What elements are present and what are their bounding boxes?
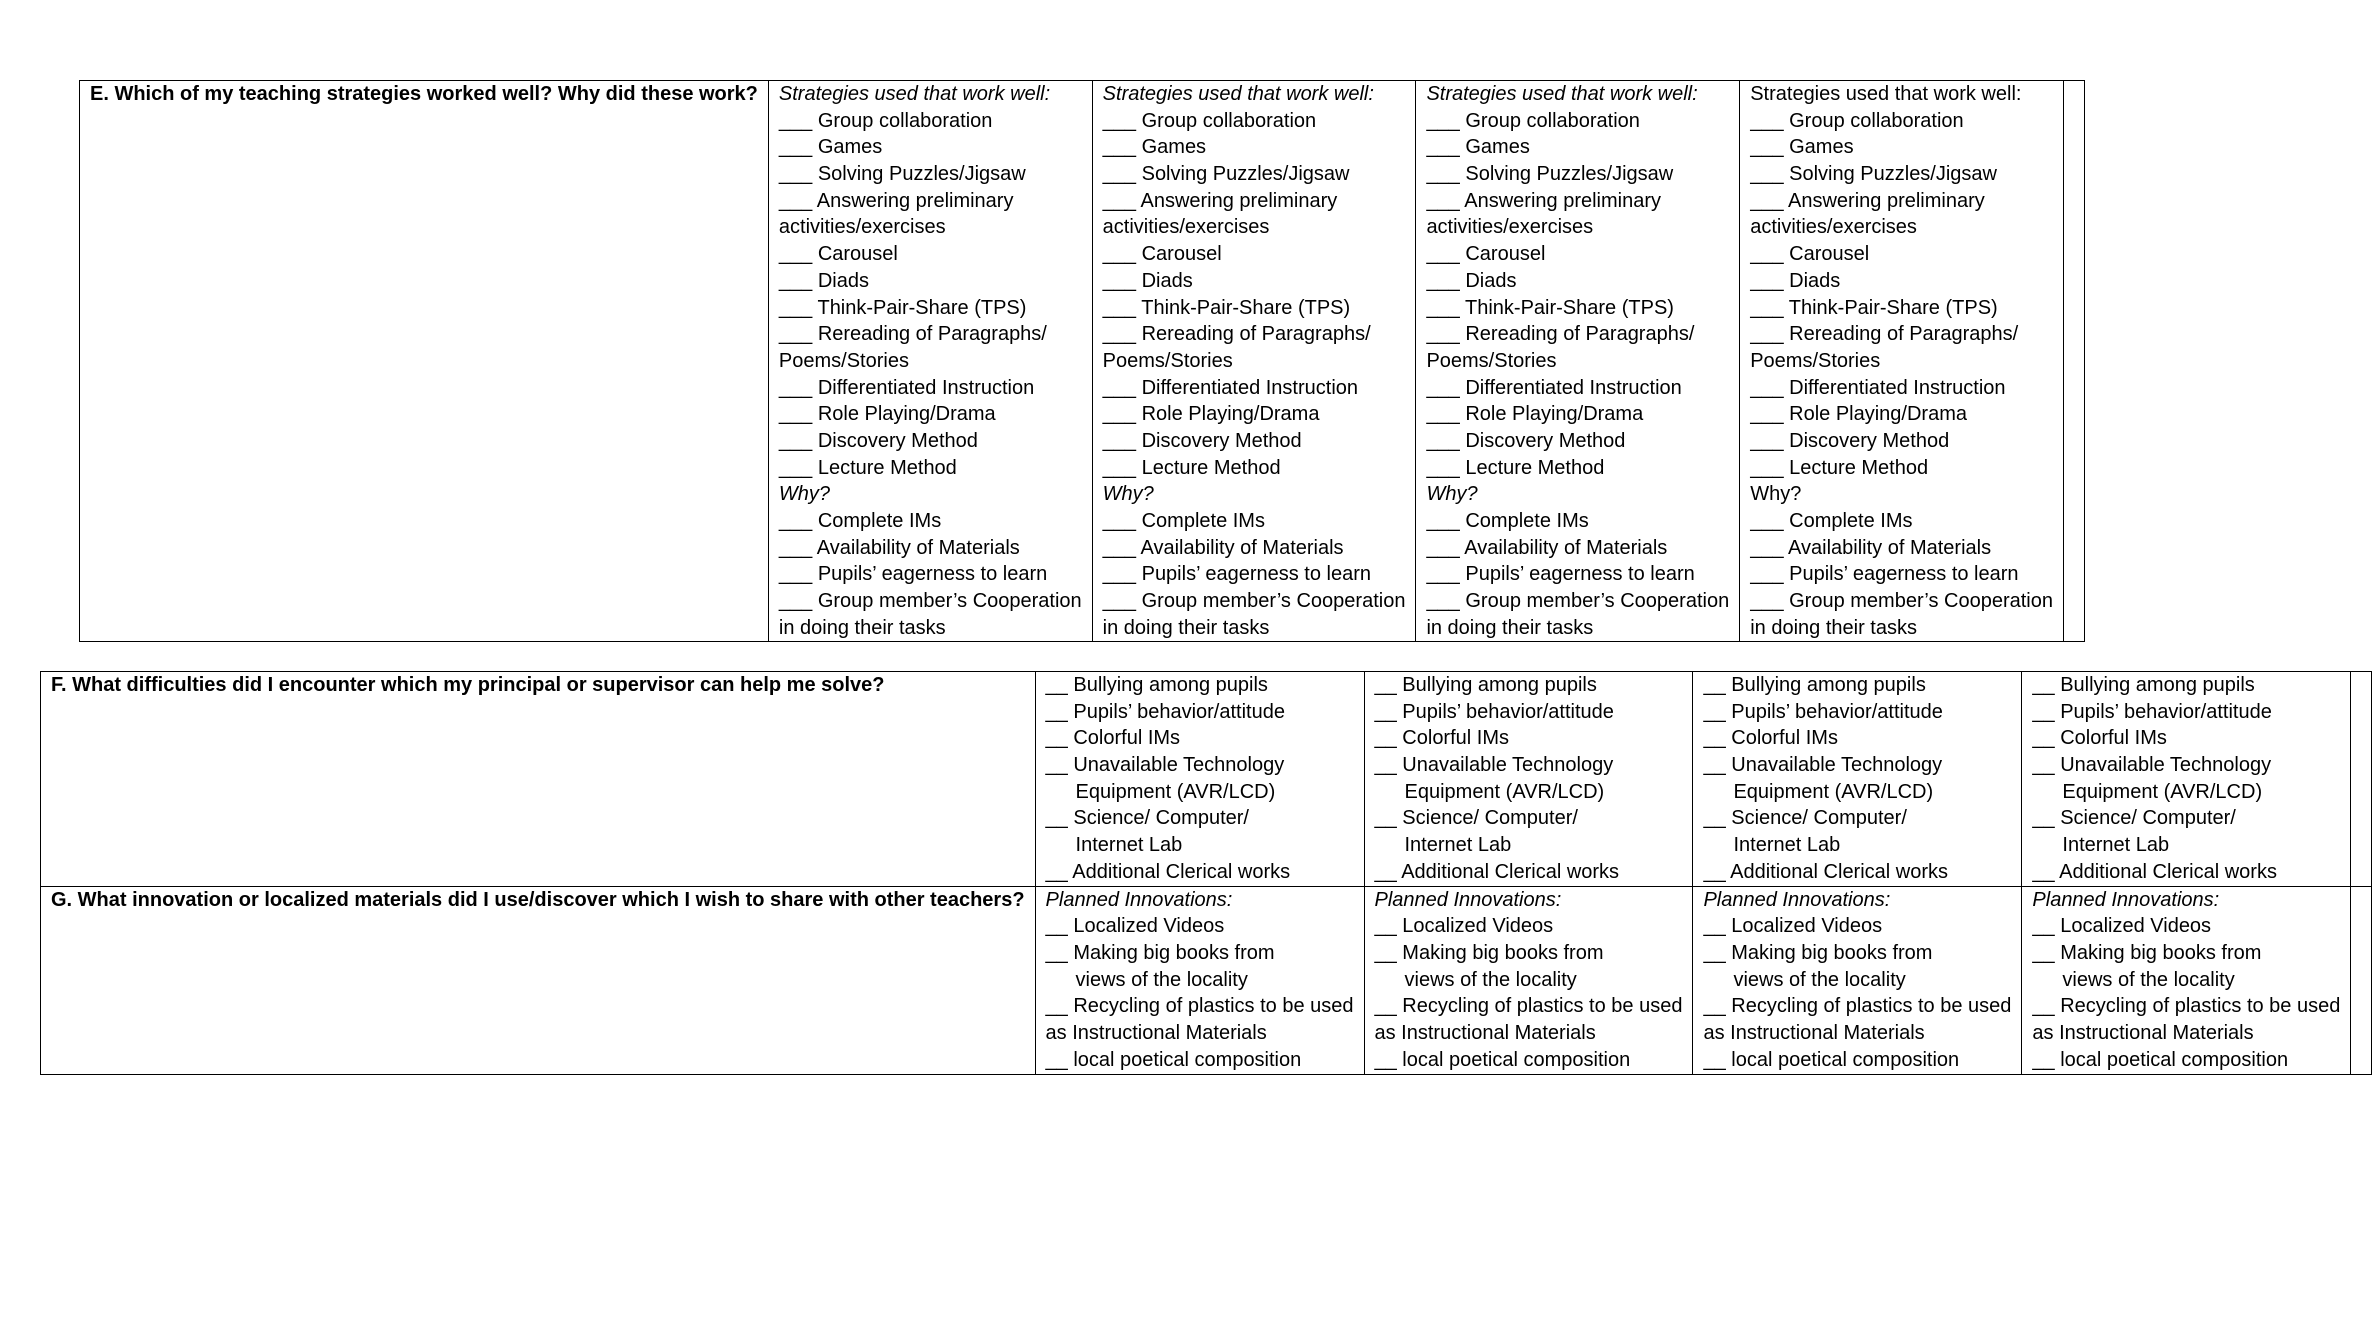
strategy-item: ___ Diads	[1426, 269, 1517, 292]
strategy-item: ___ Discovery Method	[1102, 429, 1302, 452]
section-e-day-3	[1416, 81, 1740, 642]
strategy-item: ___ Role Playing/Drama	[1426, 403, 1644, 426]
why-heading: Why?	[778, 483, 831, 506]
reason-item: ___ Complete IMs	[1102, 510, 1265, 532]
reason-item: in doing their tasks	[1102, 616, 1270, 639]
strategy-item: ___ Carousel	[1750, 243, 1870, 266]
strategy-item: ___ Group collaboration	[1426, 109, 1640, 132]
strategy-item: activities/exercises	[1102, 216, 1270, 239]
section-e-day-1	[768, 81, 1092, 642]
reason-item: ___ Availability of Materials	[1426, 536, 1668, 559]
difficulty-item: __ Colorful IMs	[1374, 727, 1509, 750]
innovation-item: views of the locality	[1404, 968, 1577, 991]
strategy-item: ___ Solving Puzzles/Jigsaw	[1102, 163, 1350, 186]
innovation-item: __ Making big books from	[1703, 941, 1933, 964]
strategy-item: ___ Diads	[1102, 269, 1193, 292]
innovation-item: views of the locality	[1075, 968, 1248, 991]
difficulty-item: __ Bullying among pupils	[2032, 674, 2255, 696]
reason-item: ___ Pupils’ eagerness to learn	[1102, 563, 1371, 586]
strategy-item: ___ Discovery Method	[1426, 429, 1626, 452]
difficulty-item: __ Colorful IMs	[1703, 727, 1838, 750]
strategy-item: Poems/Stories	[1426, 349, 1557, 372]
strategy-item: ___ Lecture Method	[1102, 456, 1281, 479]
difficulty-item: __ Unavailable Technology	[1045, 754, 1285, 777]
strategy-item: activities/exercises	[778, 216, 946, 239]
difficulty-item: __ Pupils’ behavior/attitude	[2032, 700, 2272, 723]
strategies-heading: Strategies used that work well:	[778, 83, 1051, 105]
reason-item: ___ Complete IMs	[778, 510, 942, 532]
innovation-item: __ Localized Videos	[1045, 915, 1225, 938]
strategy-item: ___ Solving Puzzles/Jigsaw	[1426, 163, 1674, 186]
innovation-item: __ local poetical composition	[2032, 1048, 2289, 1071]
strategy-item: ___ Rereading of Paragraphs/	[778, 323, 1047, 346]
strategy-item: ___ Answering preliminary	[778, 189, 1014, 212]
strategy-item: ___ Games	[778, 136, 883, 159]
strategy-item: ___ Think-Pair-Share (TPS)	[1102, 296, 1351, 319]
strategy-item: activities/exercises	[1426, 216, 1594, 239]
reason-item: ___ Group member’s Cooperation	[1750, 590, 2053, 613]
strategies-heading: Strategies used that work well:	[1102, 83, 1374, 105]
difficulty-item: __ Unavailable Technology	[2032, 754, 2272, 777]
section-f-day-1	[1035, 672, 1364, 887]
section-e-day-2	[1092, 81, 1416, 642]
strategy-item: ___ Rereading of Paragraphs/	[1426, 323, 1695, 346]
innovation-item: __ Recycling of plastics to be used	[1045, 995, 1354, 1018]
strategy-item: ___ Answering preliminary	[1426, 189, 1661, 212]
reason-item: ___ Complete IMs	[1750, 510, 1913, 532]
strategy-item: ___ Lecture Method	[1426, 456, 1605, 479]
strategy-item: ___ Think-Pair-Share (TPS)	[1750, 296, 1998, 319]
reason-item: ___ Availability of Materials	[1750, 536, 1992, 559]
difficulty-item: Internet Lab	[1075, 834, 1183, 857]
innovation-item: __ local poetical composition	[1374, 1048, 1631, 1071]
innovation-item: __ Recycling of plastics to be used	[1703, 995, 2012, 1018]
difficulty-item: __ Unavailable Technology	[1374, 754, 1614, 777]
strategy-item: ___ Think-Pair-Share (TPS)	[778, 296, 1027, 319]
difficulty-item: __ Science/ Computer/	[1374, 807, 1578, 830]
innovation-item: views of the locality	[1733, 968, 1906, 991]
innovations-heading: Planned Innovations:	[1374, 888, 1562, 911]
reason-item: ___ Availability of Materials	[1102, 536, 1344, 559]
strategy-item: ___ Games	[1750, 136, 1854, 159]
strategy-item: ___ Role Playing/Drama	[778, 403, 996, 426]
reason-item: ___ Pupils’ eagerness to learn	[1750, 563, 2019, 586]
innovations-heading: Planned Innovations:	[1045, 888, 1233, 911]
difficulty-item: __ Science/ Computer/	[1703, 807, 1907, 830]
reason-item: ___ Group member’s Cooperation	[1426, 590, 1730, 613]
difficulty-item: __ Colorful IMs	[2032, 727, 2167, 750]
difficulty-item: __ Pupils’ behavior/attitude	[1703, 700, 1943, 723]
reason-item: in doing their tasks	[778, 616, 946, 639]
strategy-item: ___ Think-Pair-Share (TPS)	[1426, 296, 1674, 319]
strategy-item: ___ Carousel	[778, 243, 898, 266]
section-e-day-4	[1740, 81, 2064, 642]
reason-item: in doing their tasks	[1750, 616, 1917, 639]
difficulty-item: __ Additional Clerical works	[1374, 860, 1620, 883]
why-heading: Why?	[1750, 483, 1802, 506]
strategy-item: activities/exercises	[1750, 216, 1917, 239]
strategy-item: ___ Answering preliminary	[1102, 189, 1338, 212]
innovation-item: as Instructional Materials	[1045, 1021, 1267, 1044]
difficulty-item: Internet Lab	[1404, 834, 1512, 857]
strategy-item: ___ Solving Puzzles/Jigsaw	[778, 163, 1026, 186]
innovation-item: __ Making big books from	[2032, 941, 2262, 964]
innovation-item: as Instructional Materials	[2032, 1021, 2254, 1044]
difficulty-item: Internet Lab	[2062, 834, 2170, 857]
strategy-item: Poems/Stories	[1750, 349, 1881, 372]
innovation-item: __ local poetical composition	[1045, 1048, 1302, 1071]
strategy-item: ___ Group collaboration	[778, 109, 993, 132]
strategy-item: ___ Group collaboration	[1750, 109, 1964, 132]
innovation-item: __ Localized Videos	[2032, 915, 2212, 938]
reason-item: ___ Availability of Materials	[778, 536, 1020, 559]
reason-item: in doing their tasks	[1426, 616, 1594, 639]
strategies-heading: Strategies used that work well:	[1426, 83, 1698, 105]
strategy-item: ___ Rereading of Paragraphs/	[1750, 323, 2019, 346]
why-heading: Why?	[1426, 483, 1478, 506]
innovations-heading: Planned Innovations:	[2032, 888, 2220, 911]
section-f-question: F. What difficulties did I encounter which my principal or supervisor can help me solve?	[41, 672, 1036, 887]
strategy-item: ___ Differentiated Instruction	[778, 376, 1035, 399]
strategy-item: ___ Lecture Method	[778, 456, 957, 479]
reason-item: ___ Complete IMs	[1426, 510, 1589, 532]
strategy-item: ___ Games	[1102, 136, 1207, 159]
section-g-day-3	[1693, 886, 2022, 1074]
reason-item: ___ Pupils’ eagerness to learn	[778, 563, 1048, 586]
difficulty-item: Equipment (AVR/LCD)	[1075, 780, 1276, 803]
strategy-item: ___ Differentiated Instruction	[1750, 376, 2006, 399]
section-f-day-2	[1364, 672, 1693, 887]
difficulty-item: __ Unavailable Technology	[1703, 754, 1943, 777]
innovations-heading: Planned Innovations:	[1703, 888, 1891, 911]
difficulty-item: Equipment (AVR/LCD)	[1733, 780, 1934, 803]
innovation-item: views of the locality	[2062, 968, 2235, 991]
reason-item: ___ Group member’s Cooperation	[778, 590, 1082, 613]
section-g-day-2	[1364, 886, 1693, 1074]
section-g-question: G. What innovation or localized materials did I use/discover which I wish to share with other teachers?	[41, 886, 1036, 1074]
section-e-table	[79, 80, 2085, 642]
strategy-item: ___ Diads	[778, 269, 869, 292]
innovation-item: as Instructional Materials	[1703, 1021, 1925, 1044]
difficulty-item: Equipment (AVR/LCD)	[2062, 780, 2263, 803]
difficulty-item: __ Additional Clerical works	[1045, 860, 1291, 883]
section-f-day-5	[2351, 672, 2372, 887]
section-fg-table	[40, 671, 2372, 1075]
innovation-item: __ Making big books from	[1045, 941, 1275, 964]
difficulty-item: __ Bullying among pupils	[1703, 674, 1926, 696]
strategy-item: ___ Role Playing/Drama	[1102, 403, 1320, 426]
difficulty-item: __ Science/ Computer/	[1045, 807, 1249, 830]
strategy-item: ___ Lecture Method	[1750, 456, 1929, 479]
difficulty-item: __ Bullying among pupils	[1374, 674, 1597, 696]
innovation-item: as Instructional Materials	[1374, 1021, 1596, 1044]
strategy-item: ___ Rereading of Paragraphs/	[1102, 323, 1371, 346]
why-heading: Why?	[1102, 483, 1154, 506]
innovation-item: __ Recycling of plastics to be used	[2032, 995, 2341, 1018]
section-f-day-4	[2022, 672, 2351, 887]
difficulty-item: __ Science/ Computer/	[2032, 807, 2236, 830]
strategy-item: ___ Discovery Method	[778, 429, 978, 452]
difficulty-item: Equipment (AVR/LCD)	[1404, 780, 1605, 803]
innovation-item: __ Localized Videos	[1374, 915, 1554, 938]
strategy-item: Poems/Stories	[1102, 349, 1233, 372]
difficulty-item: __ Additional Clerical works	[1703, 860, 1949, 883]
reason-item: ___ Pupils’ eagerness to learn	[1426, 563, 1695, 586]
innovation-item: __ local poetical composition	[1703, 1048, 1960, 1071]
strategies-heading: Strategies used that work well:	[1750, 83, 2022, 105]
section-e-question: E. Which of my teaching strategies worked well? Why did these work?	[80, 81, 769, 642]
difficulty-item: __ Pupils’ behavior/attitude	[1045, 700, 1285, 723]
strategy-item: Poems/Stories	[778, 349, 909, 372]
section-g-day-4	[2022, 886, 2351, 1074]
strategy-item: ___ Games	[1426, 136, 1530, 159]
strategy-item: ___ Answering preliminary	[1750, 189, 1985, 212]
strategy-item: ___ Carousel	[1426, 243, 1546, 266]
difficulty-item: __ Pupils’ behavior/attitude	[1374, 700, 1614, 723]
section-e-day-5	[2063, 81, 2084, 642]
innovation-item: __ Recycling of plastics to be used	[1374, 995, 1683, 1018]
innovation-item: __ Making big books from	[1374, 941, 1604, 964]
reason-item: ___ Group member’s Cooperation	[1102, 590, 1406, 613]
strategy-item: ___ Carousel	[1102, 243, 1222, 266]
section-f-day-3	[1693, 672, 2022, 887]
strategy-item: ___ Discovery Method	[1750, 429, 1950, 452]
strategy-item: ___ Group collaboration	[1102, 109, 1317, 132]
section-g-day-5	[2351, 886, 2372, 1074]
section-g-day-1	[1035, 886, 1364, 1074]
difficulty-item: __ Additional Clerical works	[2032, 860, 2277, 883]
difficulty-item: __ Bullying among pupils	[1045, 674, 1268, 696]
strategy-item: ___ Differentiated Instruction	[1102, 376, 1359, 399]
strategy-item: ___ Differentiated Instruction	[1426, 376, 1682, 399]
strategy-item: ___ Role Playing/Drama	[1750, 403, 1967, 426]
innovation-item: __ Localized Videos	[1703, 915, 1883, 938]
difficulty-item: __ Colorful IMs	[1045, 727, 1181, 750]
strategy-item: ___ Diads	[1750, 269, 1841, 292]
difficulty-item: Internet Lab	[1733, 834, 1841, 857]
strategy-item: ___ Solving Puzzles/Jigsaw	[1750, 163, 1997, 186]
